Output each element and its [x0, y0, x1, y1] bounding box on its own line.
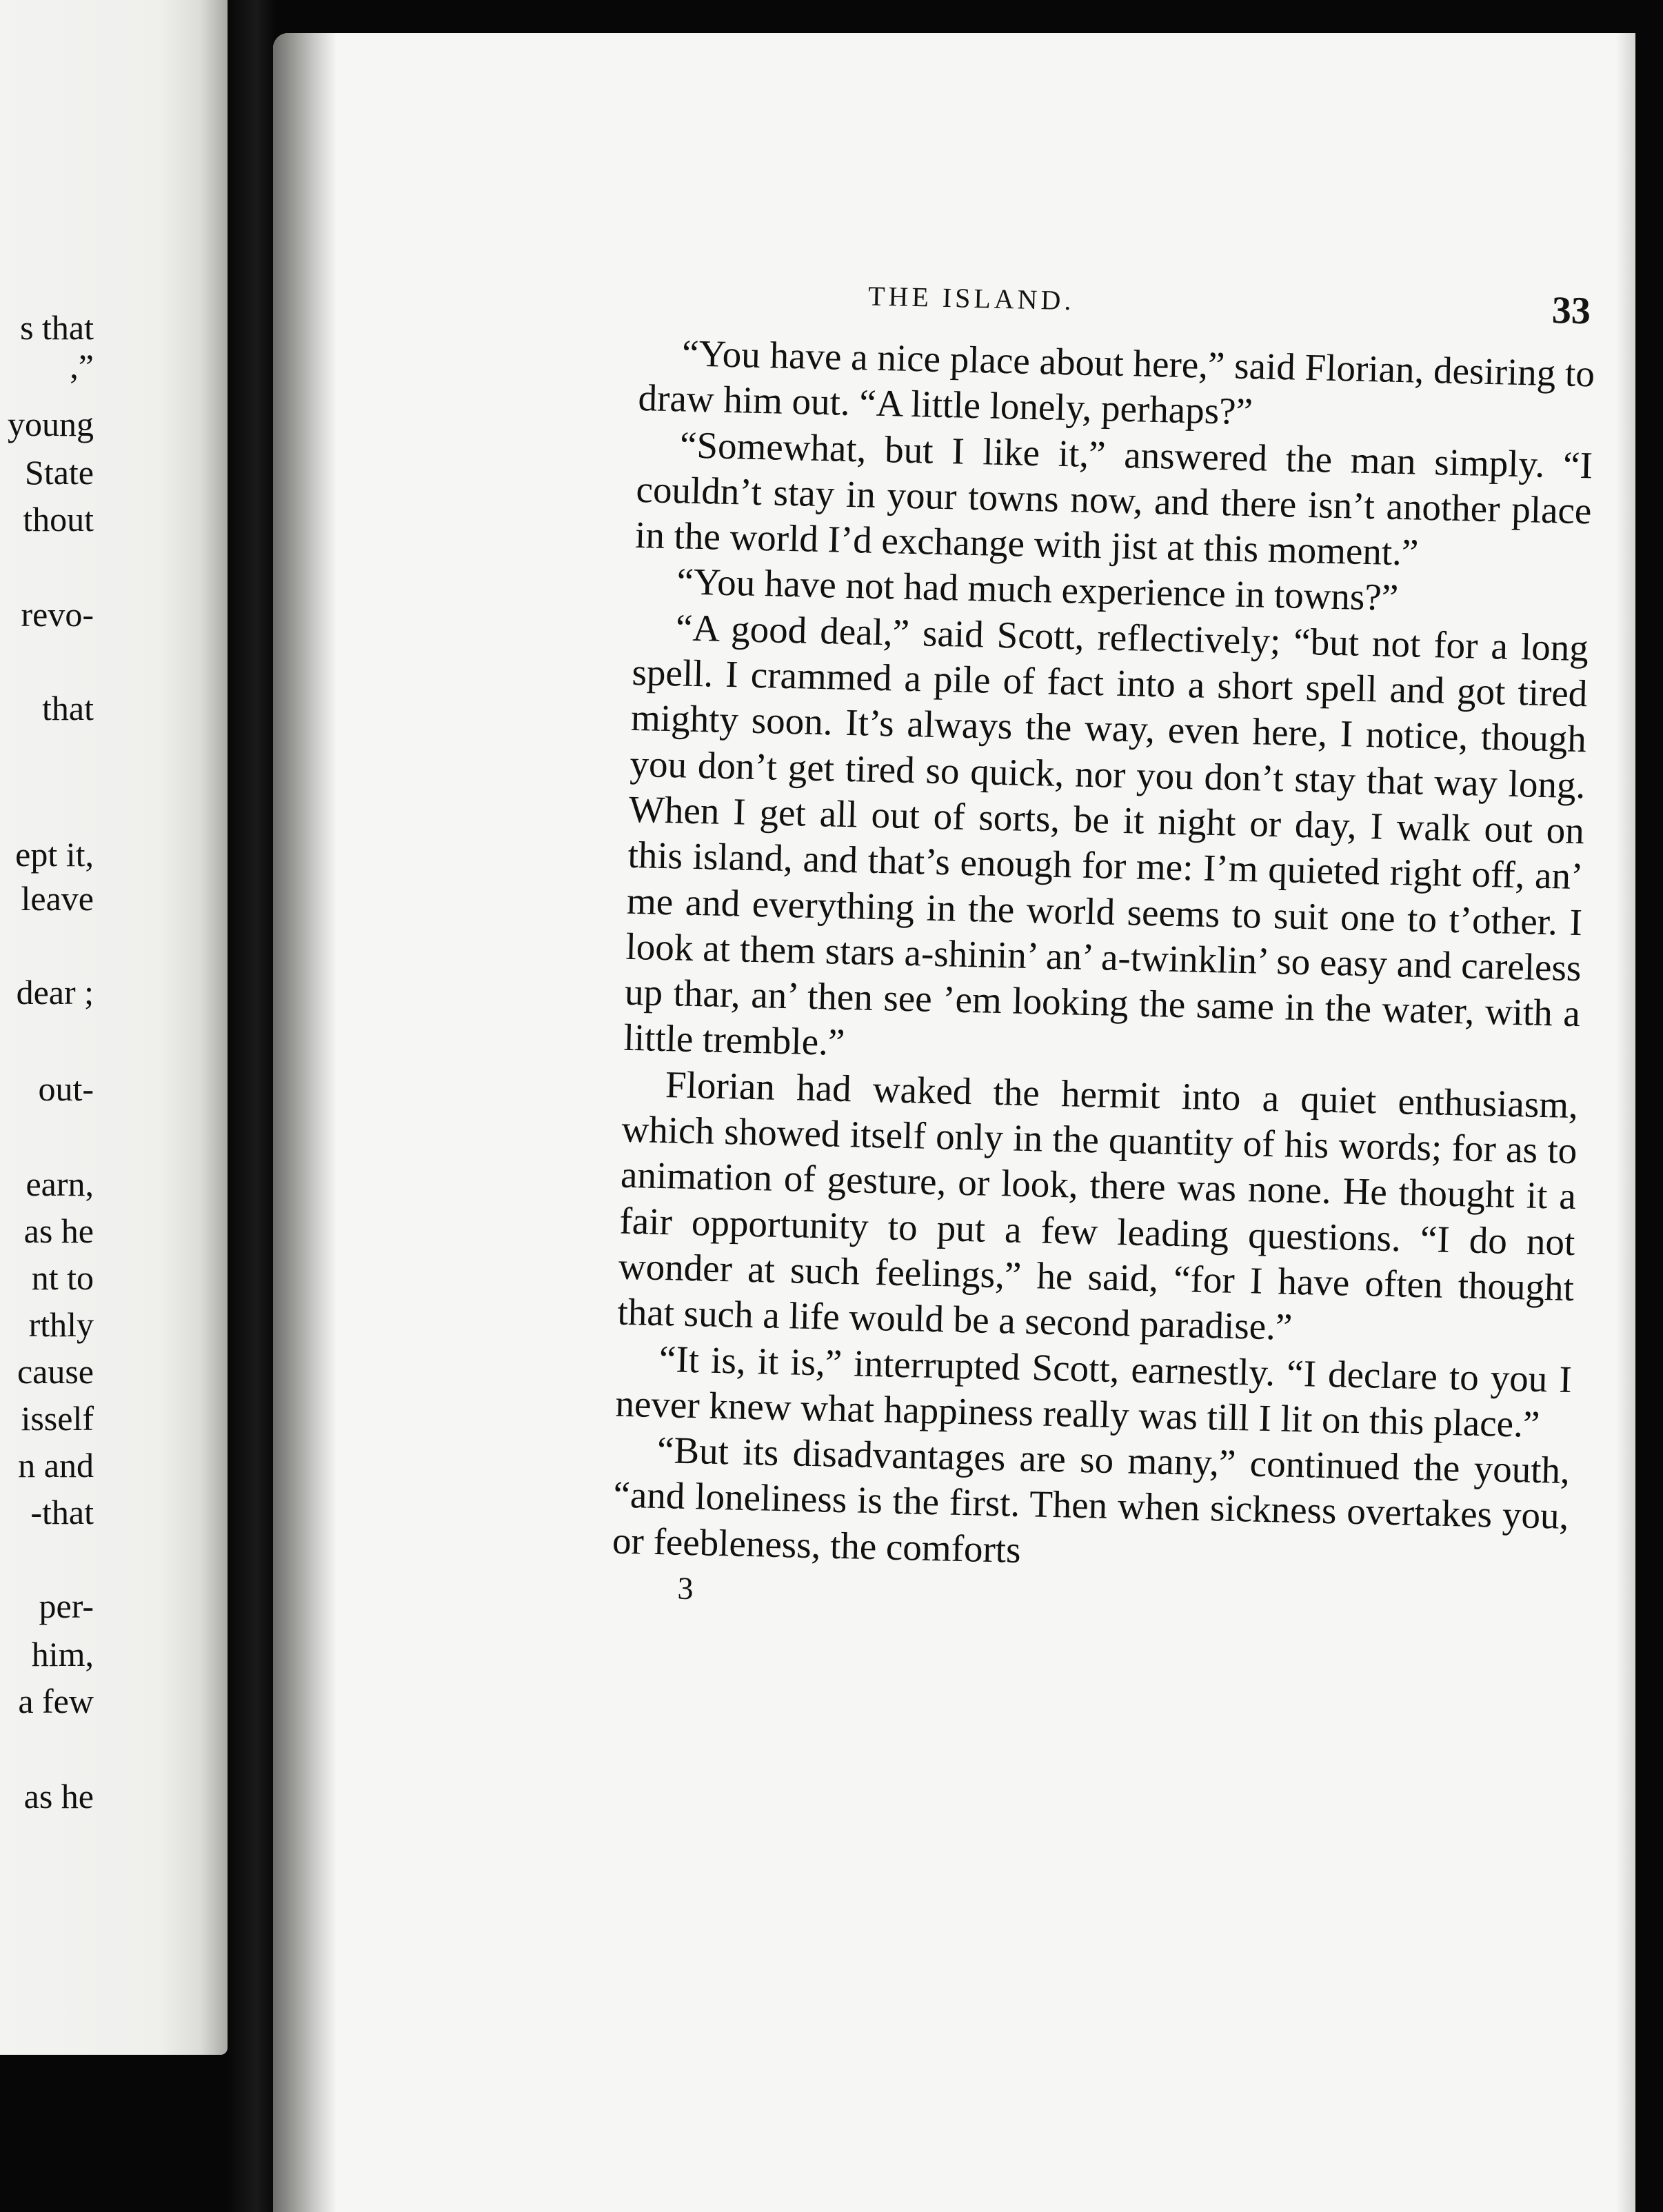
left-fragment: out- — [38, 1069, 94, 1108]
right-page — [273, 33, 1635, 2212]
left-fragment: young — [8, 405, 94, 443]
left-page-text-fragments — [0, 0, 94, 2055]
left-fragment: n and — [18, 1446, 94, 1485]
paragraph: “Somewhat, but I like it,” answered the man simply. “I couldn’t stay in your towns now, and there isn’t another place in the world I’d exchange with jist at this moment.” — [634, 423, 1593, 574]
page-edge-shade — [1616, 33, 1635, 2212]
left-fragment: nt to — [31, 1258, 94, 1297]
left-fragment: isself — [21, 1399, 94, 1438]
page-number: 33 — [1551, 288, 1591, 333]
left-facing-page — [0, 0, 228, 2055]
left-fragment: as he — [23, 1211, 94, 1250]
paragraph: “A good deal,” said Scott, reflectively; “but not for a long spell. I crammed a pile of fact into a short spell and got tired mighty soon. It’s always the way, even here, I notice, though you don’t get tired so quick, nor you don’t stay that way long. When I get all out of sorts, be it night or day, I walk out on this island, and that’s enough for me: I’m quieted right off, an’ me and everything in the world seems to suit one to t’other. I look at them stars a-shinin’ an’ a-twinklin’ so easy and careless up thar, an’ then see ’em looking the same in the water, with a little tremble.” — [623, 606, 1589, 1064]
left-fragment: State — [25, 453, 94, 492]
left-fragment: dear ; — [16, 973, 94, 1012]
left-fragment: -that — [30, 1493, 94, 1531]
left-fragment: s that — [20, 308, 94, 347]
paragraph: “It is, it is,” interrupted Scott, earnestly. “I declare to you I never knew what happiness really was till I lit on this place.” — [614, 1337, 1573, 1445]
paragraph: “You have not had much experience in towns?” — [676, 560, 1399, 619]
page-text-block — [611, 268, 1597, 1629]
left-fragment: him, — [31, 1635, 94, 1673]
binding-shadow — [273, 33, 336, 2212]
left-fragment: cause — [17, 1352, 94, 1391]
signature-mark: 3 — [676, 1570, 694, 1607]
book-gutter — [228, 0, 276, 2212]
left-fragment: revo- — [21, 595, 94, 634]
left-fragment: as he — [23, 1777, 94, 1816]
paragraph: “But its disadvantages are so many,” continued the youth, “and loneliness is the first. Then when sickness overtakes you, or feebleness, the comforts — [612, 1429, 1571, 1571]
left-fragment: ,” — [70, 347, 94, 385]
left-fragment: leave — [21, 879, 94, 918]
left-fragment: earn, — [26, 1165, 94, 1203]
paragraph: “You have a nice place about here,” said Florian, desiring to draw him out. “A little lonely, perhaps?” — [638, 332, 1595, 433]
paragraph: Florian had waked the hermit into a quiet enthusiasm, which showed itself only in the quantity of his words; for as to animation of gesture, or look, there was none. He thought it a fair opportunity to put a few leading questions. “I do not wonder at such feelings,” he said, “for I have often thought that such a life would be a second paradise.” — [616, 1063, 1579, 1349]
running-head-title: THE ISLAND. — [867, 280, 1076, 316]
left-fragment: per- — [39, 1587, 94, 1625]
left-fragment: that — [42, 689, 94, 727]
left-fragment: a few — [18, 1682, 94, 1720]
left-fragment: ept it, — [15, 835, 94, 874]
left-fragment: rthly — [28, 1305, 94, 1344]
left-fragment: thout — [23, 500, 94, 539]
